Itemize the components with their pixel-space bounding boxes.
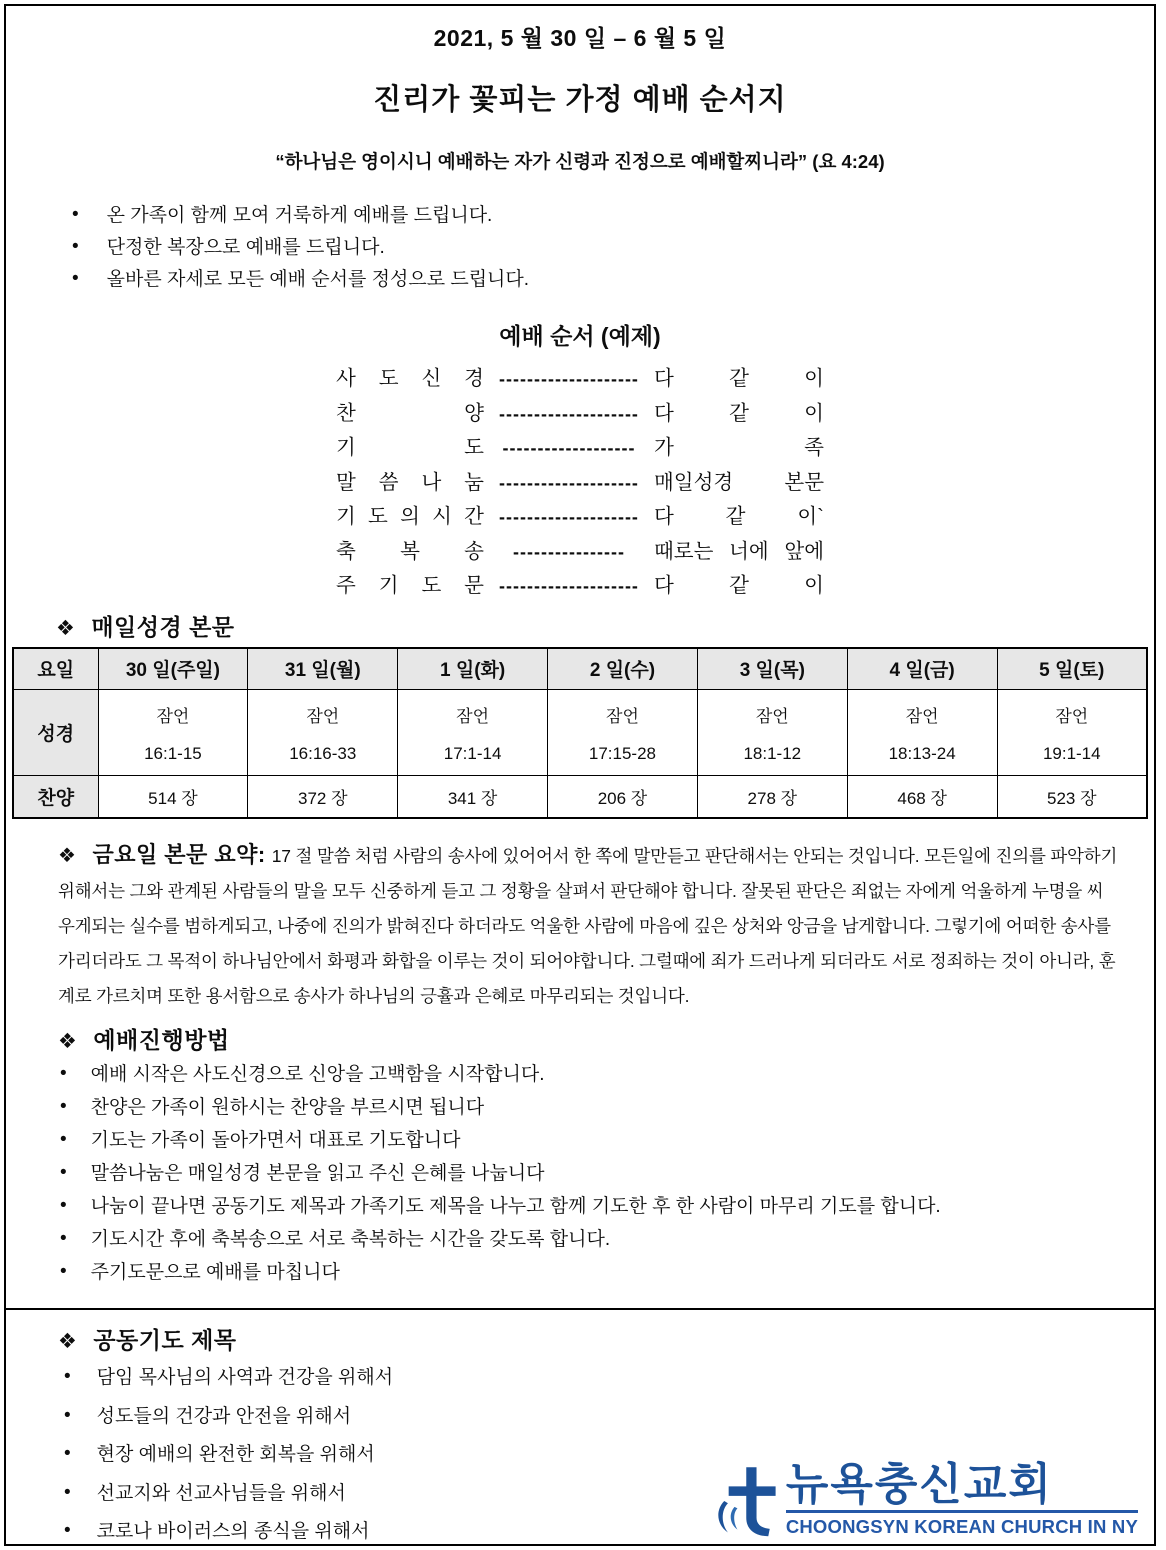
method-bullet-text: 나눔이 끝나면 공동기도 제목과 가족기도 제목을 나누고 함께 기도한 후 한 사람이 마무리 기도를 합니다. [90,1195,941,1217]
friday-summary-heading [58,842,266,867]
bible-ref: 17:1-14 [443,743,502,763]
friday-summary-heading-text: 금요일 본문 요약: [92,841,266,867]
bullet-dot: • [60,1194,67,1216]
church-name-korean: 뉴욕충신교회 [785,1460,1053,1509]
diamond-bullet-icon: ❖ [56,616,76,640]
order-line [336,534,824,569]
bullet-dot: • [60,1227,67,1249]
logo-text-block [786,1462,1138,1538]
column-header: 3 일(목) [697,648,847,690]
order-item-label: 축 복 송 [336,539,484,563]
bullet-dot: • [64,1404,71,1426]
order-line [336,361,824,396]
order-line [336,568,824,603]
diamond-bullet-icon: ❖ [58,1330,78,1353]
diamond-bullet-icon: ❖ [58,1029,78,1053]
order-item-value: 다 같 이 [654,367,824,390]
page-title: 진리가 꽃피는 가정 예배 순서지 [373,84,787,116]
hymn-cell: 372 장 [248,776,398,818]
intro-bullet-text: 올바른 자세로 모든 예배 순서를 정성으로 드립니다. [106,269,530,290]
column-header: 1 일(화) [398,648,548,690]
order-item-value: 가 족 [654,436,824,459]
scripture-cell [847,690,997,776]
row-header: 찬양 [13,776,98,818]
friday-summary-text: 17 절 말씀 처럼 사람의 송사에 있어어서 한 쪽에 말만듣고 판단해서는 안되는 것입니다. 모든일에 진의를 파악하기위해서는 그와 관계된 사람들의 말을 모두 신중하게 듣고 그 정황을 살펴서 판단해야 합니다. 잘못된 판단은 죄없는 자에게 억울하게 누명을 씨우게되는 실수를 범하게되고, 나중에 진의가 밝혀진다 하더라도 억울한 사람에 마음에 깊은 상처와 앙금을 남게합니다. 그렇기에 어떠한 송사를 가리더라도 그 목적이 하나님안에서 화평과 화합을 이루는 것이 되어야합니다. 그럴때에 죄가 드러나게 되더라도 서로 정죄하는 것이 아니라, 훈계로 가르치며 또한 용서함으로 송사가 하나님의 긍휼과 은혜로 마무리되는 것입니다. [58,845,1118,1006]
daily-bible-heading [56,609,1154,642]
main-section [4,4,1156,1310]
table-row-scripture [13,690,1147,776]
column-header: 2 일(수) [548,648,698,690]
worship-order-heading: 예배 순서 (예제) [499,323,661,349]
prayer-bullet-text: 성도들의 건강과 안전을 위해서 [96,1405,352,1427]
intro-bullet-text: 단정한 복장으로 예배를 드립니다. [106,237,385,258]
bullet-dot: • [64,1520,71,1541]
intro-bullet-text: 온 가족이 함께 모여 거룩하게 예배를 드립니다. [106,205,493,226]
column-header: 4 일(금) [847,648,997,690]
column-header: 5 일(토) [997,648,1147,690]
bible-ref: 18:13-24 [888,743,956,763]
list-item [72,232,1154,264]
bullet-dot: • [64,1366,71,1387]
list-item [60,1223,1154,1256]
hymn-cell: 341 장 [398,776,548,818]
scripture-cell [548,690,698,776]
prayer-heading-text: 공동기도 제목 [93,1327,237,1353]
order-leader-dashes: -------------------- [499,472,639,493]
list-item [72,200,1154,232]
bullet-dot: • [60,1161,67,1183]
list-item [72,264,1154,296]
prayer-heading [58,1322,1154,1355]
order-item-label: 사 도 신 경 [336,367,484,390]
row-header: 성경 [13,690,98,776]
bible-book: 잠언 [606,706,639,726]
bullet-dot: • [60,1095,67,1117]
table-header-row [13,648,1147,690]
bible-book: 잠언 [306,706,340,726]
method-bullet-text: 기도시간 후에 축복송으로 서로 축복하는 시간을 갖도록 합니다. [90,1228,611,1250]
church-logo [714,1462,1138,1538]
order-item-value: 매일성경 본문 [654,470,824,494]
list-item [64,1398,1154,1437]
hymn-cell: 514 장 [98,776,248,818]
method-heading [58,1022,1154,1055]
method-bullet-text: 주기도문으로 예배를 마칩니다 [90,1261,340,1283]
bible-book: 잠언 [456,706,490,726]
cross-logo-icon [714,1464,780,1538]
bible-book: 잠언 [1055,706,1089,726]
order-item-label: 주 기 도 문 [336,574,484,597]
worship-order-list [336,361,824,603]
hymn-cell: 206 장 [548,776,698,818]
list-item [64,1359,1154,1398]
method-bullet-text: 기도는 가족이 돌아가면서 대표로 기도합니다 [90,1129,461,1151]
order-line [336,430,824,465]
method-bullet-list [60,1058,1154,1289]
order-leader-dashes: -------------------- [499,576,639,596]
order-leader-dashes: -------------------- [499,507,639,527]
order-item-label: 찬 양 [336,401,484,425]
hymn-cell: 468 장 [847,776,997,818]
order-leader-dashes: -------------------- [499,403,639,424]
order-item-label: 기 도 [336,436,484,459]
friday-summary [58,837,1120,1014]
list-item [60,1124,1154,1157]
list-item [60,1190,1154,1223]
bible-ref: 17:15-28 [588,743,657,763]
scripture-cell [997,690,1147,776]
bullet-dot: • [64,1443,71,1464]
daily-bible-heading-text: 매일성경 본문 [91,613,235,640]
method-bullet-text: 찬양은 가족이 원하시는 찬양을 부르시면 됩니다 [90,1096,485,1118]
bible-book: 잠언 [156,706,190,726]
bullet-dot: • [60,1128,67,1150]
order-item-value: 다 같 이 [654,574,824,597]
order-item-value: 때로는 너에 앞에 [654,539,824,563]
prayer-bullet-text: 담임 목사님의 사역과 건강을 위해서 [96,1367,394,1388]
diamond-bullet-icon: ❖ [58,844,77,867]
intro-bullet-list [72,200,1154,296]
date-range: 2021, 5 월 30 일 – 6 월 5 일 [433,25,727,51]
bullet-dot: • [60,1260,67,1282]
list-item [60,1157,1154,1190]
method-heading-text: 예배진행방법 [93,1026,230,1053]
order-leader-dashes: -------------------- [499,369,639,389]
order-leader-dashes: ------------------- [502,438,636,458]
bible-book: 잠언 [755,706,789,726]
order-item-value: 다 같 이` [654,505,824,528]
worship-order-sheet [4,4,1156,1548]
scripture-cell [248,690,398,776]
bible-ref: 16:16-33 [289,743,357,763]
scripture-cell [697,690,847,776]
prayer-bullet-text: 선교지와 선교사님들을 위해서 [96,1482,346,1504]
bible-book: 잠언 [905,706,939,726]
column-header: 30 일(주일) [98,648,248,690]
list-item [60,1091,1154,1124]
order-item-label: 말 씀 나 눔 [336,470,484,494]
bullet-dot: • [64,1481,71,1503]
bible-ref: 18:1-12 [743,743,802,763]
scripture-cell [98,690,248,776]
bullet-dot: • [72,204,79,225]
table-row-hymn [13,776,1147,818]
prayer-bullet-text: 코로나 바이러스의 종식을 위해서 [96,1521,370,1542]
prayer-bullet-text: 현장 예배의 완전한 회복을 위해서 [96,1444,375,1465]
order-item-value: 다 같 이 [654,401,824,425]
bible-ref: 16:1-15 [144,743,202,763]
column-header: 요일 [13,648,98,690]
order-line [336,396,824,431]
hymn-cell: 523 장 [997,776,1147,818]
verse-quote: “하나님은 영이시니 예배하는 자가 신령과 진정으로 예배할찌니라” (요 4:24) [275,151,885,172]
church-name-english: CHOONGSYN KOREAN CHURCH IN NY [785,1516,1138,1537]
column-header: 31 일(월) [248,648,398,690]
order-leader-dashes: ---------------- [513,541,625,562]
logo-divider-line [786,1510,1138,1513]
bullet-dot: • [60,1062,67,1084]
order-item-label: 기 도 의 시 간 [336,505,484,528]
list-item [60,1058,1154,1091]
method-bullet-text: 말씀나눔은 매일성경 본문을 읽고 주신 은혜를 나눕니다 [90,1162,545,1184]
hymn-cell: 278 장 [697,776,847,818]
method-bullet-text: 예배 시작은 사도신경으로 신앙을 고백함을 시작합니다. [90,1063,545,1085]
scripture-cell [398,690,548,776]
daily-bible-table [12,647,1148,819]
list-item [60,1256,1154,1289]
bullet-dot: • [72,268,79,289]
order-line [336,499,824,534]
bible-ref: 19:1-14 [1042,743,1101,763]
prayer-section [4,1310,1156,1546]
bullet-dot: • [72,236,79,257]
order-line [336,465,824,500]
